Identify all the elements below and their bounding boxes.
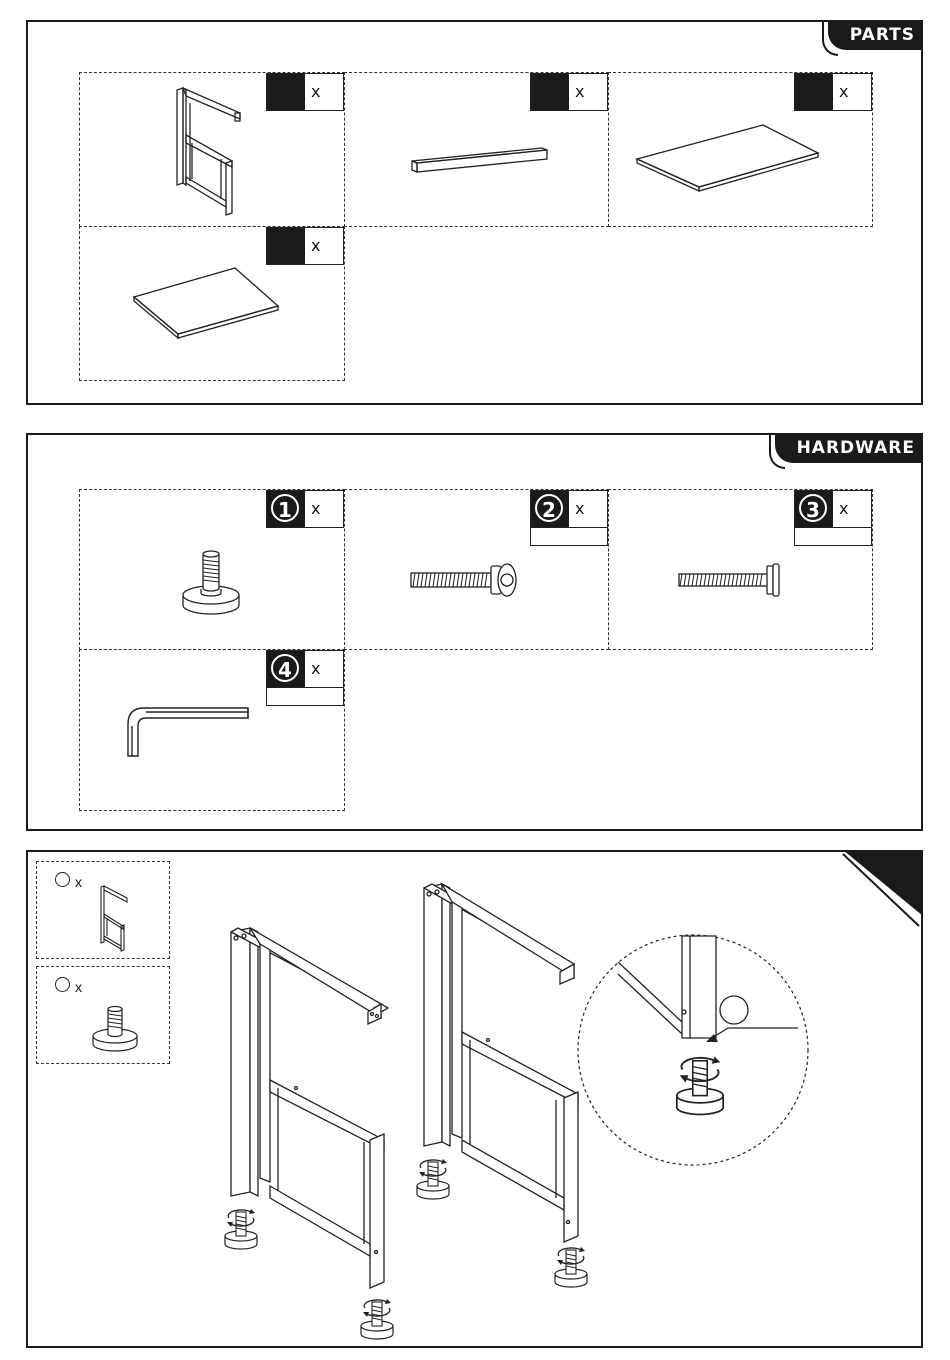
hardware-cell-1 — [79, 489, 345, 650]
qty-label: x — [311, 659, 321, 678]
hardware-number: 1 — [271, 494, 299, 522]
assembly-illustration — [28, 852, 925, 1350]
screw-icon — [609, 490, 874, 651]
leveling-foot-icon — [80, 490, 346, 651]
step-panel — [26, 850, 923, 1348]
qty-label: x — [839, 82, 849, 101]
hardware-number: 4 — [271, 654, 299, 682]
parts-panel — [26, 20, 923, 405]
callout-circle — [720, 996, 748, 1024]
qty-label: x — [575, 499, 585, 518]
crossbar-icon — [345, 73, 610, 228]
hardware-panel — [26, 433, 923, 831]
part-cell-1 — [79, 72, 345, 227]
bolt-icon — [345, 490, 610, 651]
qty-label: x — [839, 499, 849, 518]
hardware-number: 3 — [799, 494, 827, 522]
qty-label: x — [311, 499, 321, 518]
hardware-tab: HARDWARE — [775, 433, 923, 463]
desktop-panel-icon — [609, 73, 874, 228]
detail-callout — [578, 935, 808, 1165]
hardware-cell-2 — [344, 489, 609, 650]
hardware-cell-4 — [79, 649, 345, 811]
qty-label: x — [311, 236, 321, 255]
qty-label: x — [75, 979, 82, 995]
qty-label: x — [311, 82, 321, 101]
hardware-cell-3 — [608, 489, 873, 650]
qty-label: x — [575, 82, 585, 101]
part-cell-3 — [608, 72, 873, 227]
hardware-number: 2 — [535, 494, 563, 522]
frame-leg-icon — [80, 73, 346, 228]
parts-tab: PARTS — [828, 20, 923, 50]
part-cell-4 — [79, 226, 345, 381]
shelf-panel-icon — [80, 227, 346, 382]
allen-key-icon — [80, 650, 346, 812]
part-cell-2 — [344, 72, 609, 227]
qty-label: x — [75, 874, 82, 890]
